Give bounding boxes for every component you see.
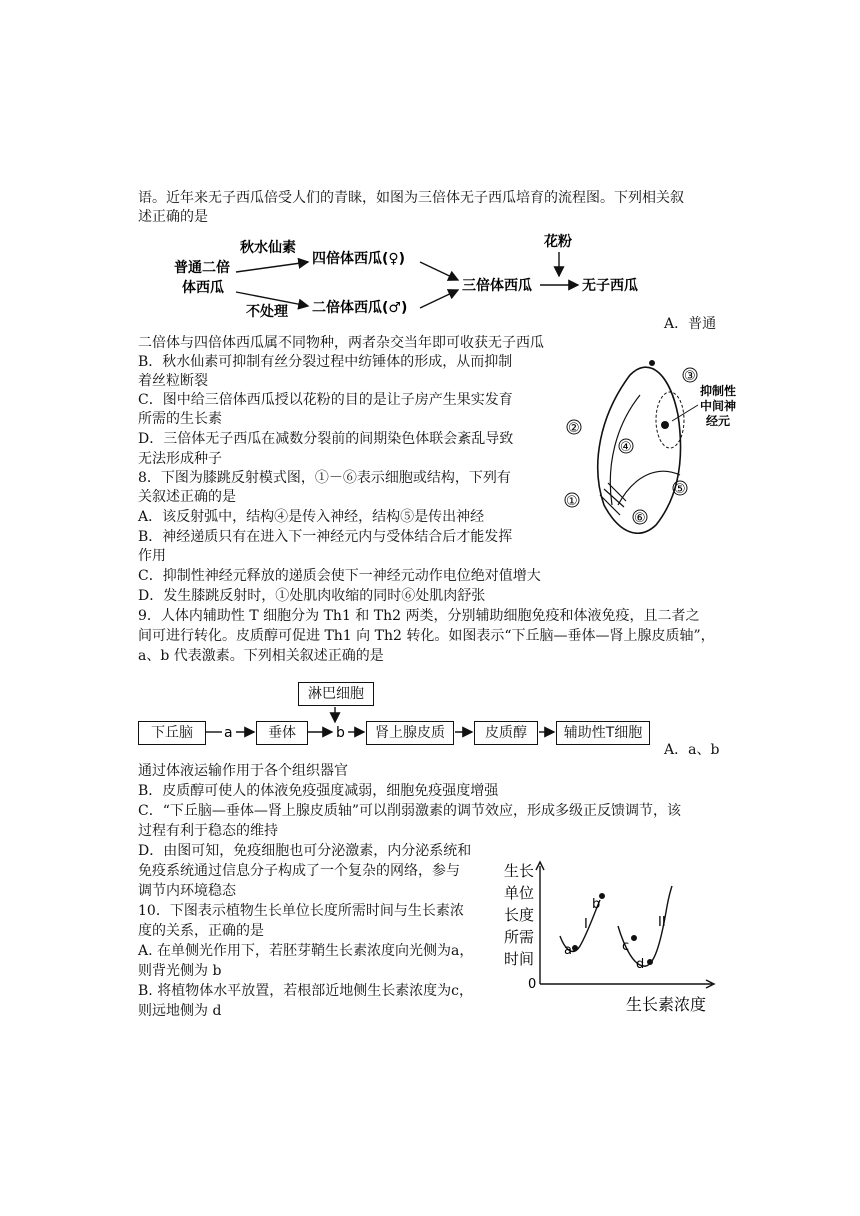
label-1: ① <box>566 494 578 509</box>
q10-option-a-line1: A. 在单侧光作用下，若胚芽鞘生长素浓度向光侧为a， <box>138 943 474 959</box>
label-3: ③ <box>684 369 696 384</box>
pollen-label: 花粉 <box>544 234 572 250</box>
hormone-a-label: a <box>224 725 233 741</box>
hormone-b-label: b <box>336 725 345 741</box>
q10-option-b-line1: B. 将植物体水平放置，若根部近地侧生长素浓度为c， <box>138 983 474 999</box>
q9-option-c-line2: 过程有利于稳态的维持 <box>138 823 278 839</box>
origin-label: 0 <box>528 977 537 992</box>
q9-option-c-line1: C．“下丘脑—垂体—肾上腺皮质轴”可以削弱激素的调节效应，形成多级正反馈调节，该 <box>138 803 682 819</box>
q8-option-a: A．该反射弧中，结构④是传入神经，结构⑤是传出神经 <box>138 509 485 525</box>
point-a-label: a <box>564 943 572 958</box>
helper-t-cell-box: 辅助性T细胞 <box>556 721 650 745</box>
ylabel-2: 单位 <box>504 884 535 902</box>
cortisol-box: 皮质醇 <box>474 721 538 745</box>
point-d-label: d <box>636 957 645 972</box>
q7-option-a-tail: 二倍体与四倍体西瓜属不同物种，两者杂交当年即可收获无子西瓜 <box>138 335 544 351</box>
ordinary-diploid-label1: 普通二倍 <box>174 260 230 276</box>
label-2: ② <box>568 421 580 436</box>
label-6: ⑥ <box>634 511 646 526</box>
ylabel-3: 长度 <box>504 906 535 924</box>
q9-stem-line2: 间可进行转化。皮质醇可促进 Th1 向 Th2 转化。如图表示“下丘脑—垂体—肾上腺皮质轴”， <box>138 628 715 644</box>
q9-option-d-line3: 调节内环境稳态 <box>138 883 236 899</box>
inhibitory-label2: 中间神 <box>700 399 737 413</box>
curve-2-label: II <box>658 915 666 930</box>
q9-option-b: B．皮质醇可使人的体液免疫强度减弱，细胞免疫强度增强 <box>138 783 499 799</box>
q9-option-a-head: A．a、b <box>664 742 720 758</box>
q9-option-d-line2: 免疫系统通过信息分子构成了一个复杂的网络，参与 <box>138 863 460 879</box>
triploid-label: 三倍体西瓜 <box>462 278 532 294</box>
q7-option-d-line2: 无法形成种子 <box>138 451 222 467</box>
q9-stem-line1: 9．人体内辅助性 T 细胞分为 Th1 和 Th2 两类，分别辅助细胞免疫和体液免疫，且二者之 <box>138 608 700 624</box>
ylabel-4: 所需 <box>504 928 535 946</box>
pituitary-box: 垂体 <box>256 721 308 745</box>
point-b-label: b <box>592 897 601 912</box>
q8-option-d: D．发生膝跳反射时，①处肌肉收缩的同时⑥处肌肉舒张 <box>138 588 486 604</box>
colchicine-label: 秋水仙素 <box>240 240 296 256</box>
q10-stem-line1: 10．下图表示植物生长单位长度所需时间与生长素浓 <box>138 903 464 919</box>
q10-option-b-line2: 则远地侧为 d <box>138 1003 222 1019</box>
q7-option-c-line2: 所需的生长素 <box>138 411 222 427</box>
no-treatment-label: 不处理 <box>246 304 288 320</box>
q7-option-b-line1: B．秋水仙素可抑制有丝分裂过程中纺锤体的形成，从而抑制 <box>138 354 513 370</box>
lymphocyte-box: 淋巴细胞 <box>298 682 374 706</box>
q7-option-a-head: A．普通 <box>664 316 717 332</box>
q7-option-c-line1: C．图中给三倍体西瓜授以花粉的目的是让子房产生果实发育 <box>138 392 513 408</box>
q8-option-b-line1: B．神经递质只有在进入下一神经元内与受体结合后才能发挥 <box>138 529 513 545</box>
seedless-label: 无子西瓜 <box>582 278 638 294</box>
q8-stem-line1: 8．下图为膝跳反射模式图，①－⑥表示细胞或结构，下列有 <box>138 470 511 486</box>
diploid-label: 二倍体西瓜(♂) <box>312 300 408 316</box>
label-5: ⑤ <box>674 482 686 497</box>
q9-stem-line3: a、b 代表激素。下列相关叙述正确的是 <box>138 648 384 664</box>
q8-option-b-line2: 作用 <box>138 548 166 564</box>
auxin-growth-graph <box>500 856 730 1016</box>
q10-option-a-line2: 则背光侧为 b <box>138 963 222 979</box>
q7-stem-line2: 述正确的是 <box>138 209 208 225</box>
ordinary-diploid-label2: 体西瓜 <box>182 280 224 296</box>
inhibitory-label1: 抑制性 <box>700 384 737 398</box>
q8-option-c: C．抑制性神经元释放的递质会使下一神经元动作电位绝对值增大 <box>138 568 541 584</box>
point-c-label: c <box>622 939 630 954</box>
tetraploid-label: 四倍体西瓜(♀) <box>312 251 406 267</box>
watermelon-breeding-diagram <box>160 232 660 324</box>
inhibitory-label3: 经元 <box>706 414 731 428</box>
hypothalamus-box: 下丘脑 <box>138 721 206 745</box>
knee-jerk-reflex-figure <box>560 355 750 535</box>
adrenal-cortex-box: 肾上腺皮质 <box>366 721 454 745</box>
q9-option-a-tail: 通过体液运输作用于各个组织器官 <box>138 763 348 779</box>
q7-stem-line1: 语。近年来无子西瓜倍受人们的青睐，如图为三倍体无子西瓜培育的流程图。下列相关叙 <box>138 190 684 206</box>
hpa-axis-arrows <box>138 680 658 760</box>
q8-stem-line2: 关叙述正确的是 <box>138 489 236 505</box>
curve-1-label: I <box>584 917 588 932</box>
q9-option-d-line1: D．由图可知，免疫细胞也可分泌激素，内分泌系统和 <box>138 843 472 859</box>
xlabel: 生长素浓度 <box>626 995 707 1014</box>
label-4: ④ <box>620 440 632 455</box>
ylabel-5: 时间 <box>504 950 535 968</box>
ylabel-1: 生长 <box>504 862 535 880</box>
q10-stem-line2: 度的关系，正确的是 <box>138 923 264 939</box>
q7-option-b-line2: 着丝粒断裂 <box>138 373 208 389</box>
q7-option-d-line1: D．三倍体无子西瓜在减数分裂前的间期染色体联会紊乱导致 <box>138 431 514 447</box>
